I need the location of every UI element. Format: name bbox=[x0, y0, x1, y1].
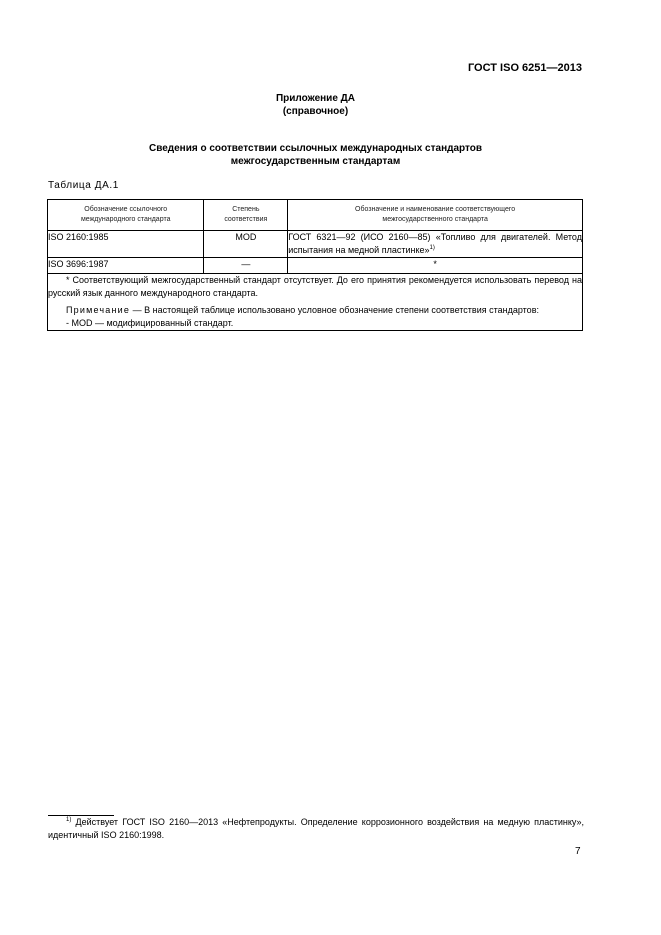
asterisk-note: * Соответствующий межгосударственный стандарт отсутствует. До его принятия рекомендуется использовать перевод на русский язык данного международного стандарта. bbox=[48, 275, 582, 298]
cell-degree: — bbox=[204, 258, 288, 274]
header-text: Обозначение ссылочного bbox=[84, 206, 168, 213]
annex-title: Приложение ДА bbox=[275, 93, 356, 104]
table-row bbox=[48, 258, 583, 274]
cell-degree: MOD bbox=[204, 231, 288, 258]
header-international-standard bbox=[48, 200, 204, 231]
document-code: ГОСТ ISO 6251—2013 bbox=[467, 62, 582, 74]
table-row bbox=[48, 231, 583, 258]
note-text: — В настоящей таблице использовано условное обозначение степени соответствия стандартов: bbox=[130, 305, 539, 315]
page-number: 7 bbox=[575, 846, 581, 857]
cell-ref: ISO 2160:1985 bbox=[48, 231, 204, 258]
section-title-line2: межгосударственным стандартам bbox=[230, 156, 401, 167]
note-item: - MOD — модифицированный стандарт. bbox=[66, 318, 234, 328]
annex-subtitle: (справочное) bbox=[282, 106, 349, 117]
table-notes bbox=[48, 274, 583, 331]
cell-national bbox=[288, 231, 583, 258]
header-degree bbox=[204, 200, 288, 231]
table-note bbox=[48, 304, 582, 317]
note-label: Примечание bbox=[66, 305, 131, 315]
footnote-mark: 1) bbox=[66, 817, 72, 823]
header-text: соответствия bbox=[224, 216, 268, 223]
cell-ref: ISO 3696:1987 bbox=[48, 258, 204, 274]
header-text: Обозначение и наименование соответствующего bbox=[355, 206, 516, 213]
footnote-text: Действует ГОСТ ISO 2160—2013 «Нефтепродукты. Определение коррозионного воздействия на медную пластинку», идентичный ISO 2160:1998. bbox=[48, 817, 584, 840]
header-text: международного стандарта bbox=[80, 216, 171, 223]
cell-national: * bbox=[288, 258, 583, 274]
section-title bbox=[0, 142, 631, 168]
header-national-standard bbox=[288, 200, 583, 231]
table-caption: Таблица ДА.1 bbox=[48, 180, 119, 191]
table-notes-row bbox=[48, 274, 583, 331]
header-text: Степень bbox=[232, 206, 260, 213]
correspondence-table bbox=[47, 199, 583, 331]
footnote bbox=[48, 816, 584, 842]
cell-national-text: ГОСТ 6321—92 (ИСО 2160—85) «Топливо для двигателей. Метод испытания на медной пластинке» bbox=[288, 232, 582, 255]
annex-heading bbox=[0, 92, 631, 118]
header-text: межгосударственного стандарта bbox=[382, 216, 488, 223]
section-title-line1: Сведения о соответствии ссылочных международных стандартов bbox=[148, 143, 483, 154]
footnote-ref: 1) bbox=[429, 245, 435, 251]
table-header-row bbox=[48, 200, 583, 231]
